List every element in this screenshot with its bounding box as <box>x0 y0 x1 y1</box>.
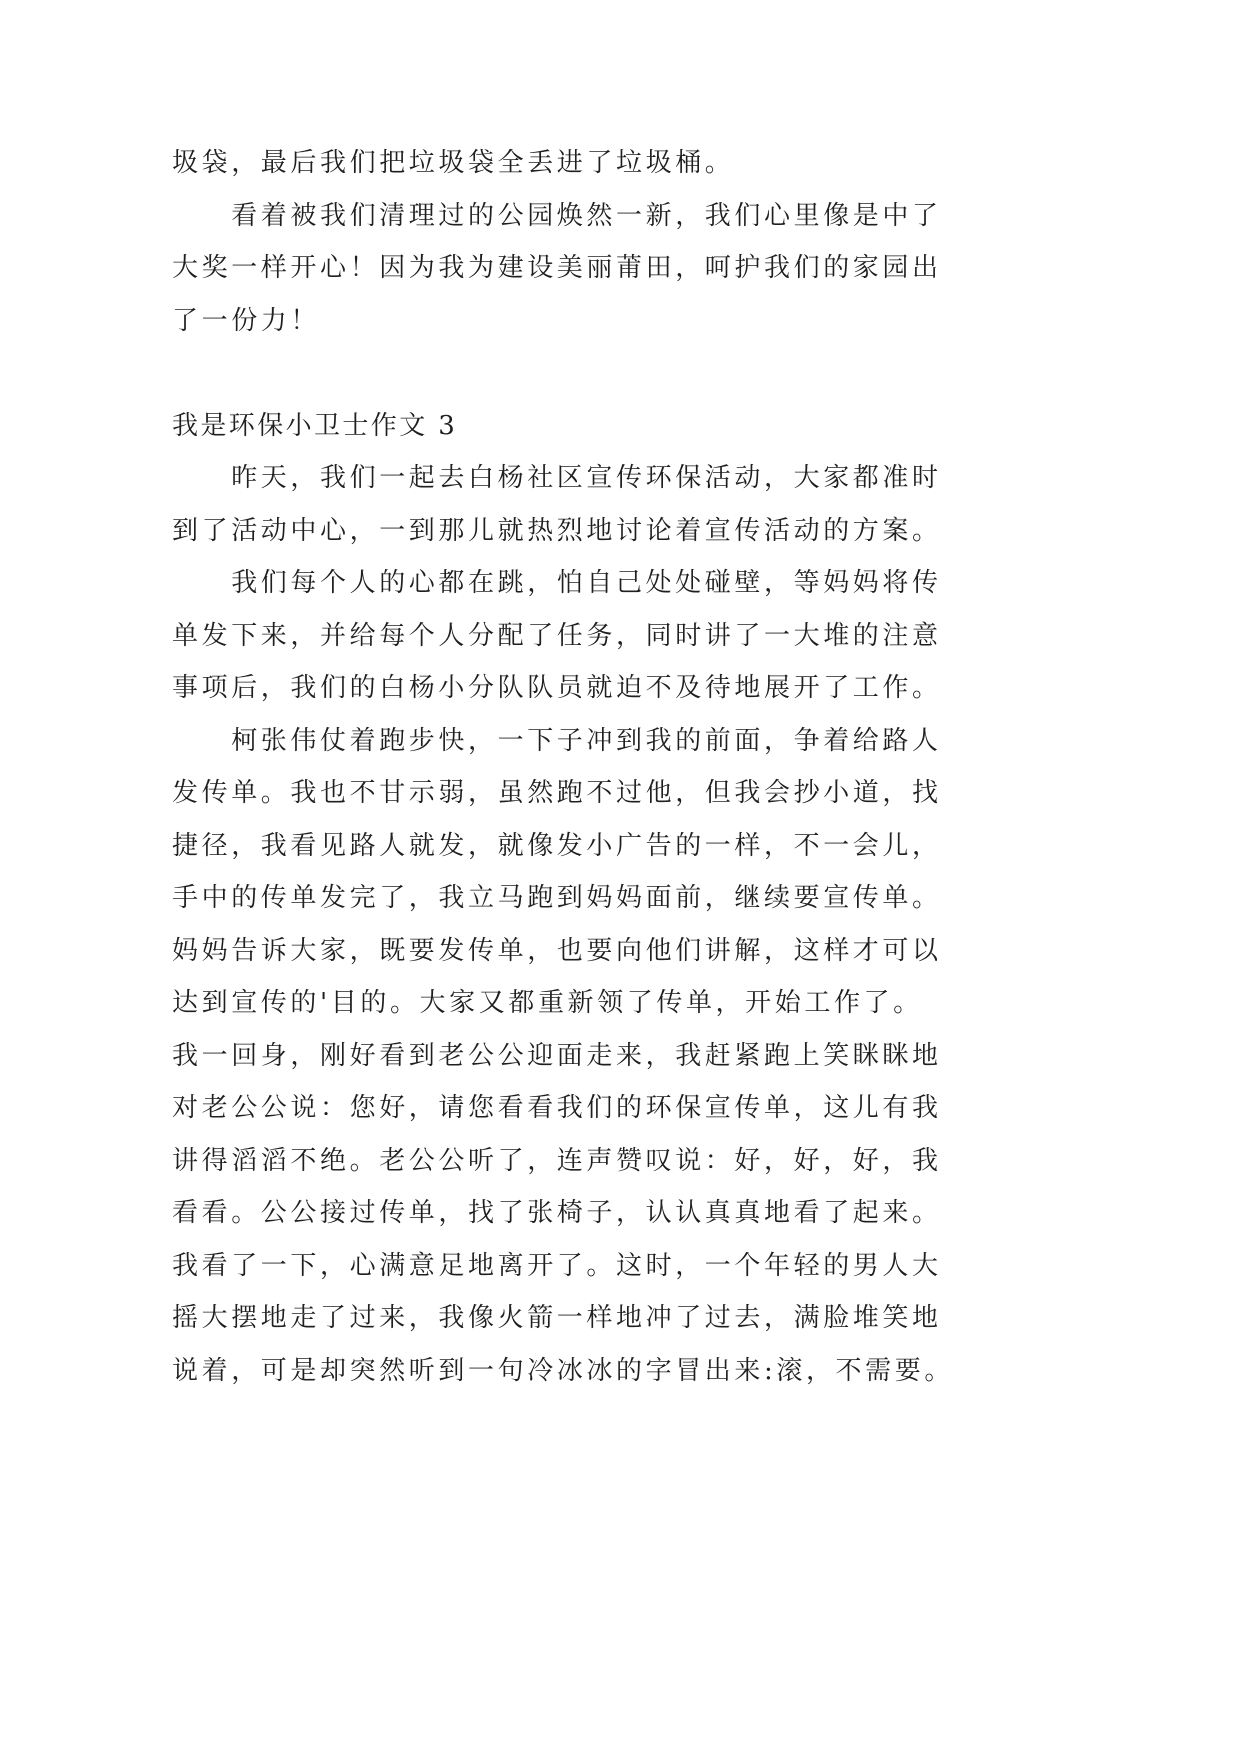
text-line: 发传单。我也不甘示弱，虽然跑不过他，但我会抄小道，找 <box>172 778 942 808</box>
text-line: 单发下来，并给每个人分配了任务，同时讲了一大堆的注意 <box>172 620 942 651</box>
text-line: 看着被我们清理过的公园焕然一新，我们心里像是中了 <box>231 200 942 231</box>
paragraph <box>172 557 1072 715</box>
text-line: 我看了一下，心满意足地离开了。这时，一个年轻的男人大 <box>172 1250 942 1281</box>
text-line: 讲得滔滔不绝。老公公听了，连声赞叹说：好，好，好，我 <box>172 1145 942 1176</box>
text-line: 了一份力！ <box>172 305 321 336</box>
text-line: 圾袋，最后我们把垃圾袋全丢进了垃圾桶。 <box>172 148 735 178</box>
text-line: 摇大摆地走了过来，我像火箭一样地冲了过去，满脸堆笑地 <box>172 1303 942 1333</box>
paragraph <box>172 452 1072 557</box>
section-title: 我是环保小卫士作文 3 <box>172 410 458 441</box>
paragraph <box>172 715 1072 1398</box>
paragraph <box>172 137 1072 190</box>
text-line: 捷径，我看见路人就发，就像发小广告的一样，不一会儿， <box>172 830 942 861</box>
document-body <box>172 137 1072 1397</box>
text-line: 说着，可是却突然听到一句冷冰冰的字冒出来:滚，不需要。 <box>172 1355 954 1386</box>
paragraph <box>172 190 1072 348</box>
text-line: 妈妈告诉大家，既要发传单，也要向他们讲解，这样才可以 <box>172 935 942 966</box>
text-line: 事项后，我们的白杨小分队队员就迫不及待地展开了工作。 <box>172 673 942 703</box>
text-line: 对老公公说：您好，请您看看我们的环保宣传单，这儿有我 <box>172 1093 942 1123</box>
text-line: 达到宣传的'目的。大家又都重新领了传单，开始工作了。 <box>172 988 923 1018</box>
text-line: 到了活动中心，一到那儿就热烈地讨论着宣传活动的方案。 <box>172 515 942 546</box>
text-line: 昨天，我们一起去白杨社区宣传环保活动，大家都准时 <box>231 463 942 493</box>
text-line: 柯张伟仗着跑步快，一下子冲到我的前面，争着给路人 <box>231 725 942 756</box>
text-line: 手中的传单发完了，我立马跑到妈妈面前，继续要宣传单。 <box>172 883 942 913</box>
text-line: 看看。公公接过传单，找了张椅子，认认真真地看了起来。 <box>172 1198 942 1228</box>
text-line: 我一回身，刚好看到老公公迎面走来，我赶紧跑上笑眯眯地 <box>172 1040 942 1071</box>
text-line: 我们每个人的心都在跳，怕自己处处碰壁，等妈妈将传 <box>231 568 942 598</box>
text-line: 大奖一样开心！因为我为建设美丽莆田，呵护我们的家园出 <box>172 253 942 283</box>
